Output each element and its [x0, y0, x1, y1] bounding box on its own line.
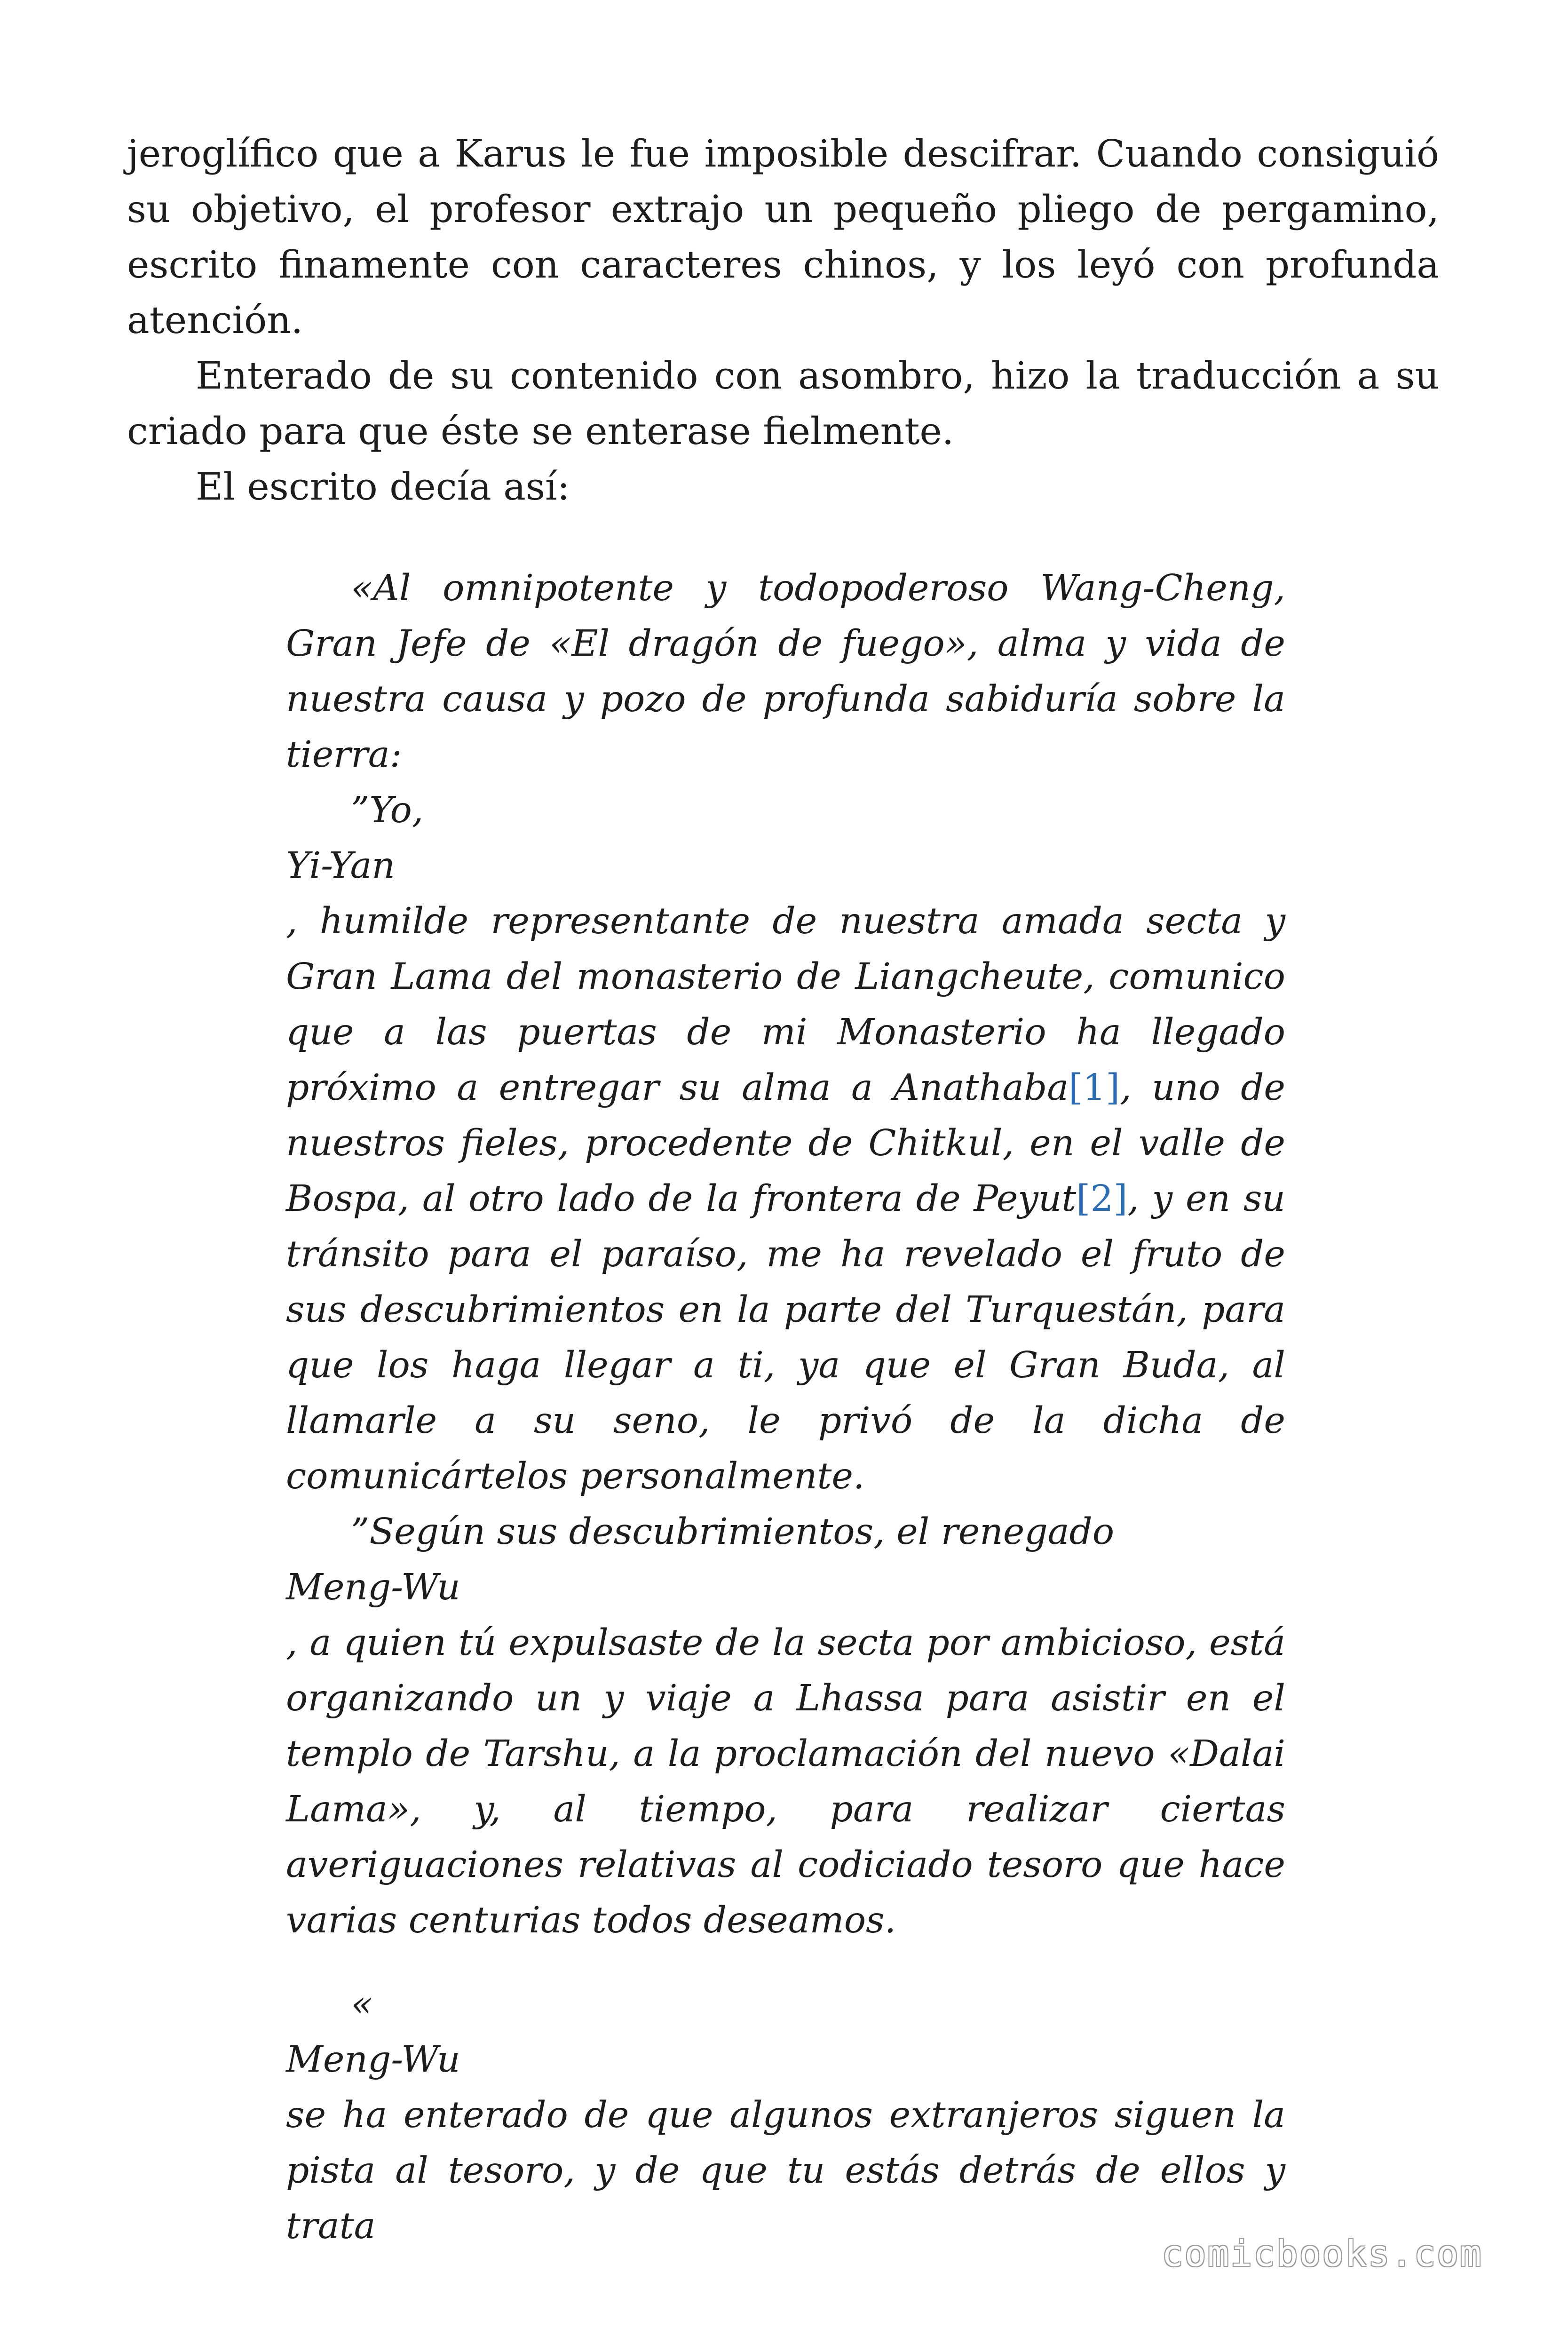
letter-paragraph-2-part-c: , y en su tránsito para el paraíso, me ha revelado el fruto de sus descubrimientos en la parte del Turquestán, para que los haga llegar a ti, ya que el Gran Buda, al llamarle a su seno, le privó de la dicha de comunicártelos personalmente.: [286, 1178, 1285, 1497]
letter-yo-line: ”Yo,: [351, 789, 424, 831]
letter-paragraph-3-intro: ”Según sus descubrimientos, el renegado: [351, 1511, 1115, 1553]
letter-paragraph-2: [286, 894, 1285, 1504]
letter-open-quote: «: [351, 1983, 373, 2025]
footnote-link-1[interactable]: [1]: [1069, 1067, 1120, 1109]
letter-salutation: «Al omnipotente y todopoderoso Wang-Cheng, Gran Jefe de «El dragón de fuego», alma y vida de nuestra causa y pozo de profunda sabiduría sobre la tierra:: [286, 567, 1285, 776]
body-paragraph-1: jeroglífico que a Karus le fue imposible descifrar. Cuando consiguió su objetivo, el profesor extrajo un pequeño pliego de pergamino, escrito finamente con caracteres chinos, y los leyó con profunda atención.: [127, 132, 1439, 342]
letter-paragraph-2-part-a: , humilde representante de nuestra amada secta y Gran Lama del monasterio de Liangcheute, comunico que a las puertas de mi Monasterio ha llegado próximo a entregar su alma a Anathaba: [286, 900, 1285, 1109]
body-paragraph-2: Enterado de su contenido con asombro, hizo la traducción a su criado para que éste se enterase fielmente.: [127, 354, 1439, 453]
letter-paragraph-2-part-b: , uno de nuestros fieles, procedente de Chitkul, en el valle de Bospa, al otro lado de la frontera de Peyut: [286, 1067, 1285, 1220]
letter-paragraph-4: se ha enterado de que algunos extranjeros siguen la pista al tesoro, y de que tu estás detrás de ellos y trata: [286, 2094, 1285, 2247]
letter-name-meng-wu: Meng-Wu: [286, 1566, 460, 1608]
main-text-block: [127, 126, 1439, 515]
letter-name-yi-yan: Yi-Yan: [286, 845, 396, 887]
body-paragraph-3: El escrito decía así:: [196, 465, 570, 509]
site-watermark: comicbooks.com: [1162, 2233, 1483, 2274]
footnote-link-2[interactable]: [2]: [1076, 1178, 1128, 1220]
quoted-letter: [286, 561, 1285, 2254]
letter-paragraph-3-body: , a quien tú expulsaste de la secta por ambicioso, está organizando un y viaje a Lhassa para asistir en el templo de Tarshu, a la proclamación del nuevo «Dalai Lama», y, al tiempo, para realizar ciertas averiguaciones relativas al codiciado tesoro que hace varias centurias todos deseamos.: [286, 1622, 1285, 1941]
letter-name-meng-wu-2: Meng-Wu: [286, 2039, 460, 2081]
